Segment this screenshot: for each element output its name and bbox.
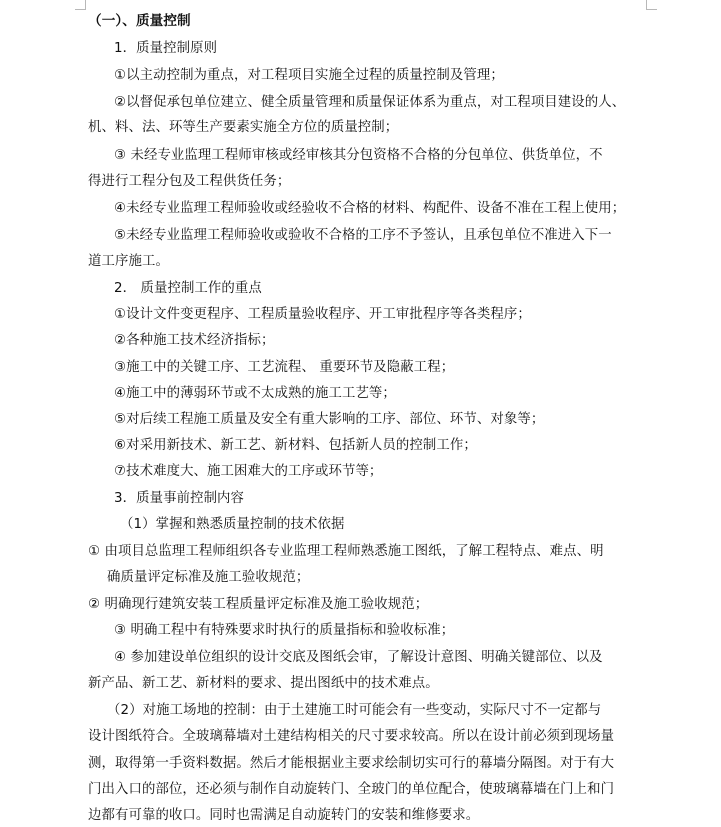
paragraph-line: 新产品、新工艺、新材料的要求、提出图纸中的技术难点。 [88,676,439,691]
paragraph-line: ① 由项目总监理工程师组织各专业监理工程师熟悉施工图纸，了解工程特点、难点、明 [88,544,604,559]
paragraph-line: ⑤未经专业监理工程师验收或验收不合格的工序不予签认，且承包单位不准进入下一 [114,228,612,243]
paragraph-line: 边都有可靠的收口。同时也需满足自动旋转门的安装和维修要求。 [88,808,480,823]
paragraph-line: ④施工中的薄弱环节或不太成熟的施工工艺等； [114,386,396,401]
paragraph-line: 测，取得第一手资料数据。然后才能根据业主要求绘制切实可行的幕墙分隔图。对于有大 [88,756,615,771]
paragraph-line: 3．质量事前控制内容 [114,491,245,506]
paragraph-line: 2． 质量控制工作的重点 [114,281,262,296]
paragraph-line: 1．质量控制原则 [114,41,218,56]
paragraph-line: 设计图纸符合。全玻璃幕墙对土建结构相关的尺寸要求较高。所以在设计前必须到现场量 [88,729,615,744]
paragraph-line: 道工序施工。 [88,254,169,269]
paragraph-line: ⑦技术难度大、施工困难大的工序或环节等； [114,464,383,479]
page-corner-mark-right [646,0,657,10]
paragraph-line: ②各种施工技术经济指标； [114,333,275,348]
paragraph-line: 得进行工程分包及工程供货任务； [88,174,291,189]
paragraph-line: ② 明确现行建筑安装工程质量评定标准及施工验收规范； [88,597,429,612]
paragraph-line: ⑤对后续工程施工质量及安全有重大影响的工序、部位、环节、对象等； [114,412,545,427]
section-heading: （一）、质量控制 [88,13,191,29]
page-corner-mark-left [75,0,86,10]
paragraph-line: ④ 参加建设单位组织的设计交底及图纸会审，了解设计意图、明确关键部位、以及 [114,650,603,665]
paragraph-line: ①设计文件变更程序、工程质量验收程序、开工审批程序等各类程序； [114,307,531,322]
paragraph-line: ⑥对采用新技术、新工艺、新材料、包括新人员的控制工作； [114,438,477,453]
paragraph-line: 门出入口的部位，还必须与制作自动旋转门、全玻门的单位配合，使玻璃幕墙在门上和门 [88,782,615,797]
paragraph-line: ①以主动控制为重点，对工程项目实施全过程的质量控制及管理； [114,68,504,83]
paragraph-line: ③ 未经专业监理工程师审核或经审核其分包资格不合格的分包单位、供货单位，不 [114,148,603,163]
paragraph-line: 确质量评定标准及施工验收规范； [107,570,310,585]
paragraph-line: ②以督促承包单位建立、健全质量管理和质量保证体系为重点，对工程项目建设的人、 [114,95,626,110]
paragraph-line: ④未经专业监理工程师验收或经验收不合格的材料、构配件、设备不准在工程上使用； [114,201,626,216]
paragraph-line: （2）对施工场地的控制：由于土建施工时可能会有一些变动，实际尺寸不一定都与 [107,703,602,718]
paragraph-line: （1）掌握和熟悉质量控制的技术依据 [120,517,345,532]
paragraph-line: ③施工中的关键工序、工艺流程、 重要环节及隐蔽工程； [114,360,455,375]
paragraph-line: ③ 明确工程中有特殊要求时执行的质量指标和验收标准； [114,623,455,638]
paragraph-line: 机、料、法、环等生产要素实施全方位的质量控制； [88,120,399,135]
